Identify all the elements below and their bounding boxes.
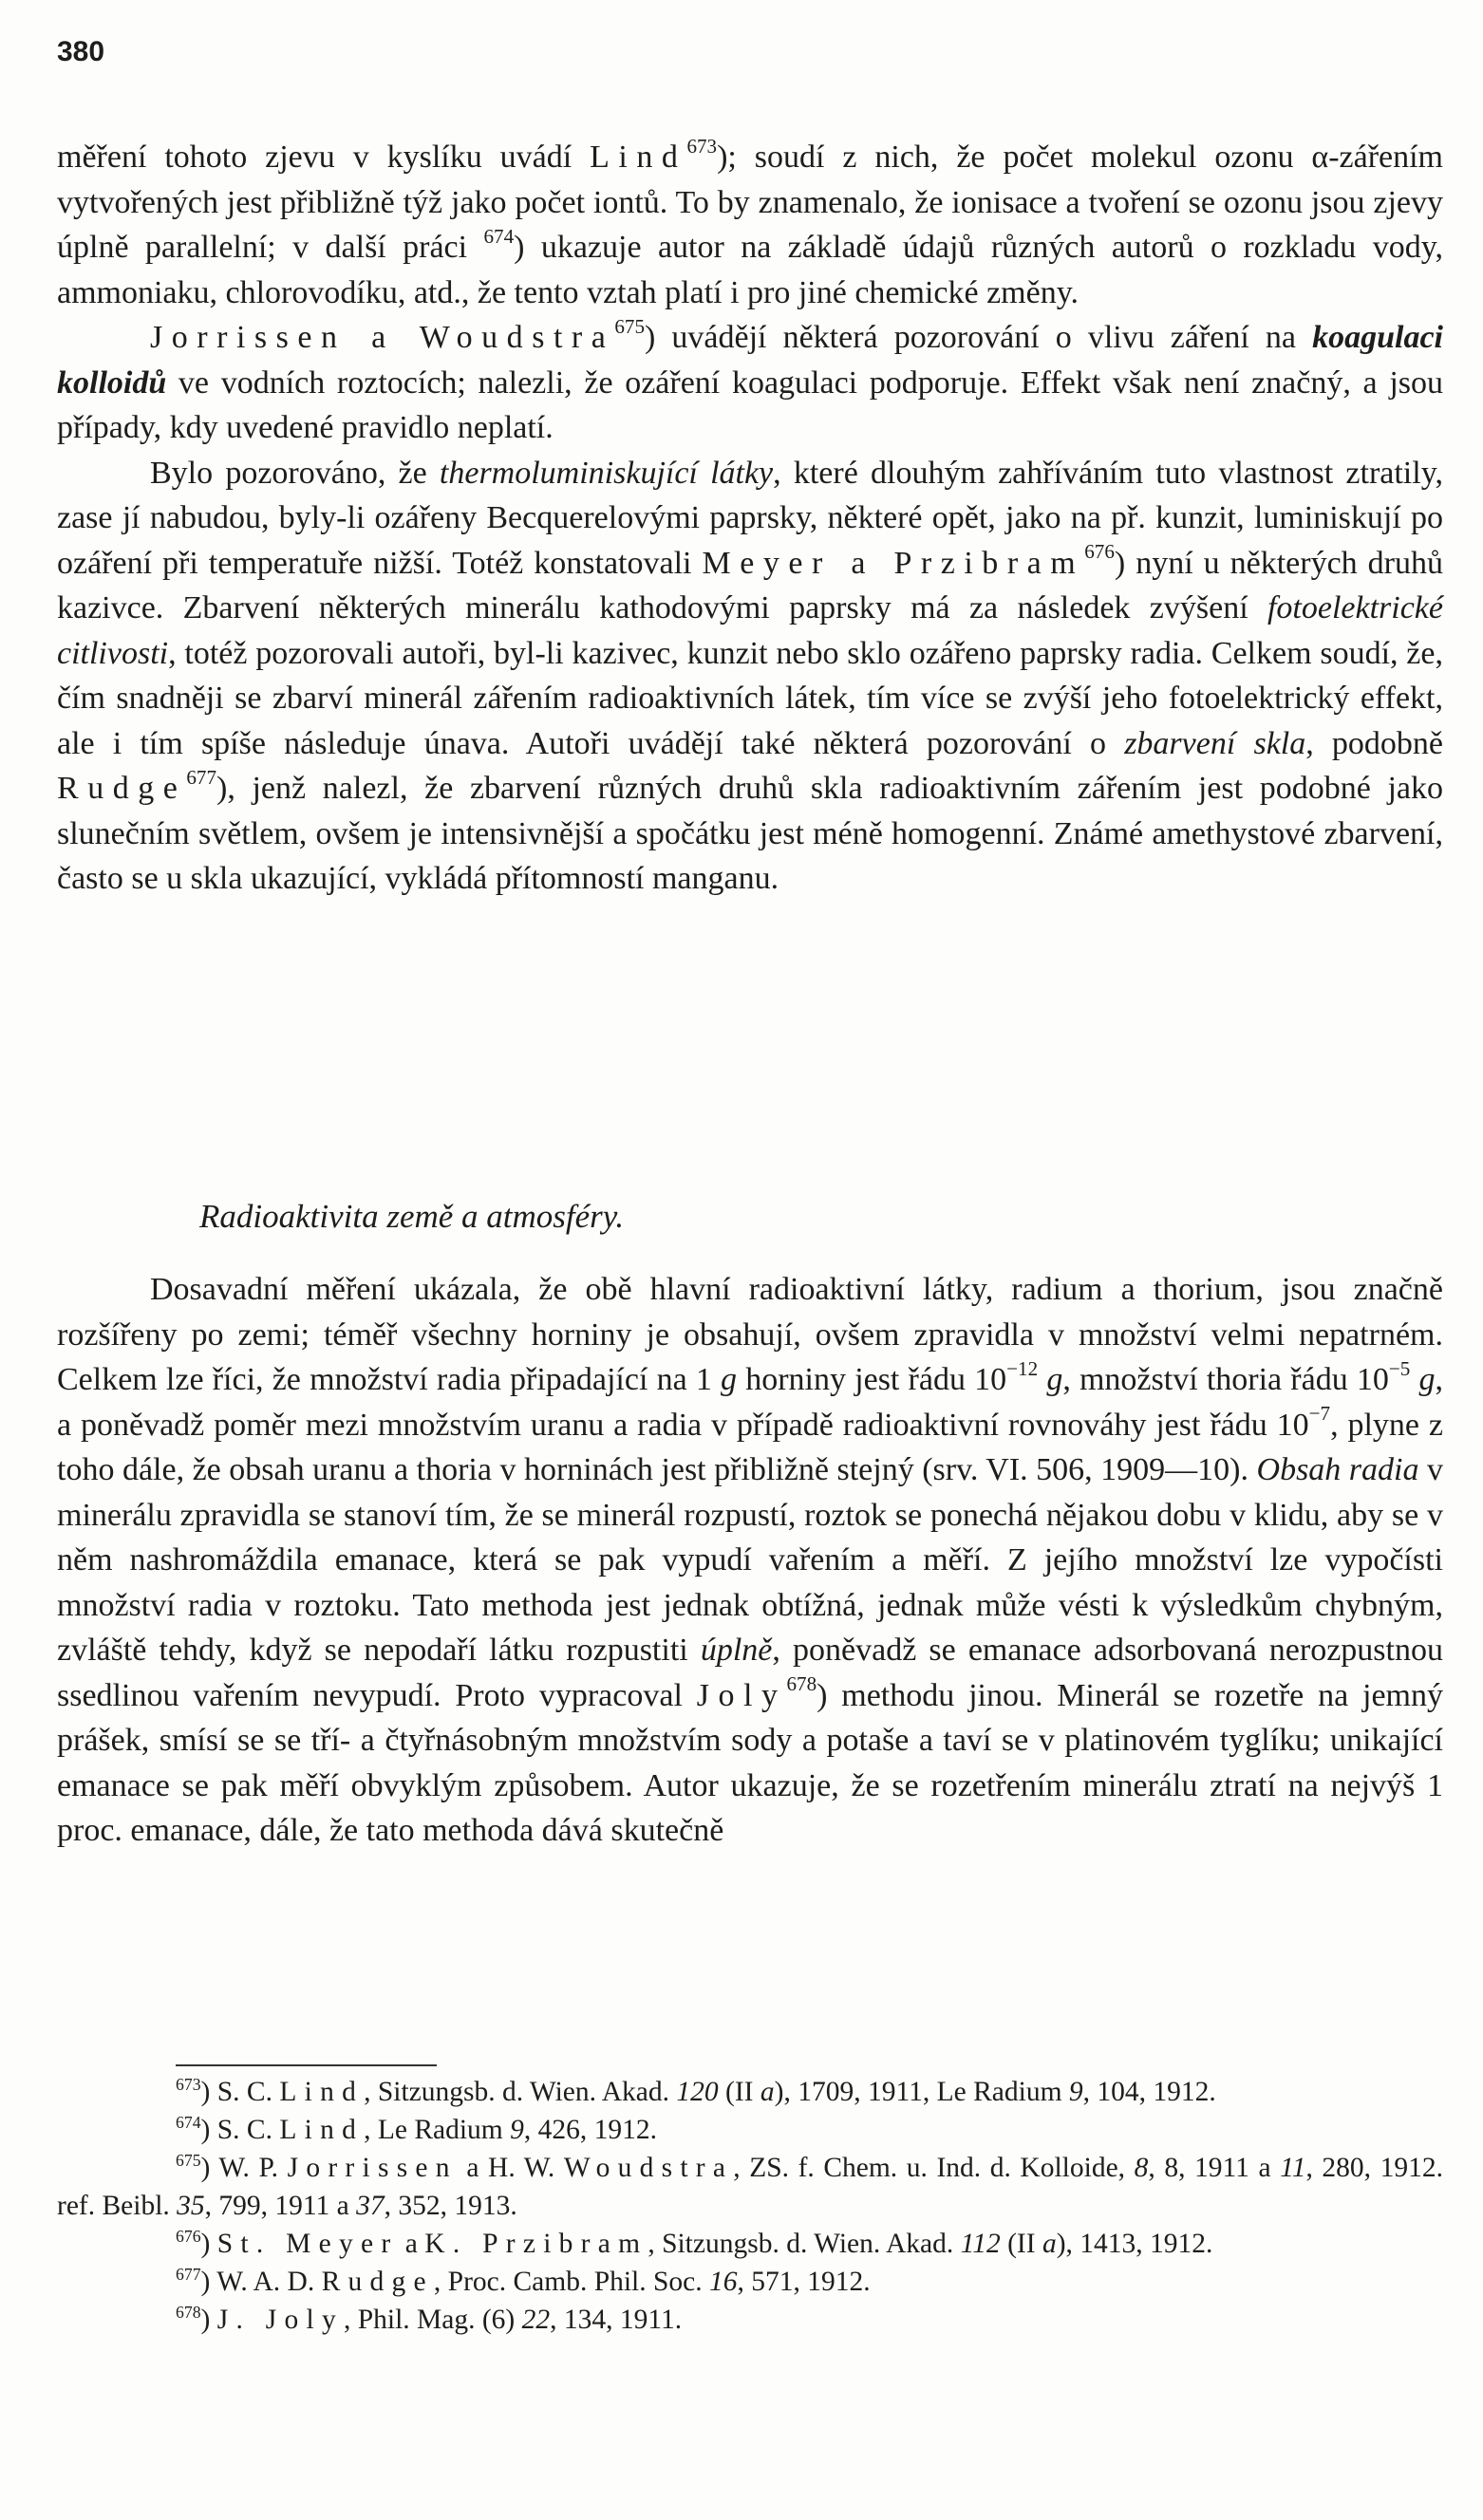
superscript-reference: 677 [186, 765, 216, 789]
footnote [57, 2225, 1443, 2263]
emphasis: 9 [510, 2115, 524, 2145]
author-name: Jorrissen a Woudstra [150, 320, 615, 355]
text-run: ve vodních roztocích; nalezli, že ozáření koagulaci podporuje. Effekt však není značný, a jsou případy, kdy uvedené pravidlo neplatí. [57, 364, 1443, 445]
author-name: Woudstra [563, 2153, 734, 2183]
emphasis: 8 [1134, 2153, 1149, 2183]
text-run: , 8, 1911 a [1148, 2153, 1281, 2183]
text-run: Dosavadní měření ukázala, že obě hlavní radioaktivní látky, radium a thorium, jsou značně rozšířeny po zemi; téměř všechny horniny je obsahují, ovšem zpravidla v množství velmi nepatrném. Celkem lze říci, že množství radia připadající na 1 [57, 1272, 1443, 1397]
author-name: Meyer a Przibram [702, 545, 1085, 581]
author-name: St. Meyer [216, 2229, 399, 2259]
footnote [57, 2111, 1443, 2149]
text-run: (II [718, 2077, 760, 2107]
author-name: Lind [279, 2115, 365, 2145]
paragraph [57, 1267, 1443, 1854]
footnote-number: 678 [176, 2303, 201, 2323]
text-run: ) [200, 2229, 217, 2259]
text-run: , Sitzungsb. d. Wien. Akad. [648, 2229, 961, 2259]
superscript-reference: −7 [1308, 1402, 1331, 1426]
author-name: Jorrissen [287, 2153, 458, 2183]
emphasis-bold: koagulaci kolloidů [57, 320, 1443, 401]
emphasis: 35 [177, 2191, 205, 2221]
text-run: , Sitzungsb. d. Wien. Akad. [364, 2077, 677, 2107]
superscript-reference: 675 [614, 314, 646, 338]
text-run: a H. W. [457, 2153, 564, 2183]
body-text-upper [57, 135, 1443, 902]
text-run: , plyne z toho dále, že obsah uranu a thoria v horninách jest přibližně stejný (srv. VI. 506, 1909—10). [57, 1407, 1443, 1487]
text-run: a [398, 2229, 425, 2259]
author-name: J. Joly [216, 2305, 344, 2335]
footnote-number: 675 [176, 2151, 201, 2171]
superscript-reference: 678 [786, 1672, 817, 1696]
emphasis: g [721, 1362, 738, 1397]
text-run: , a poněvadž poměr mezi množstvím uranu a radia v případě radioaktivní rovnováhy jest řádu 10 [57, 1362, 1444, 1443]
text-run: měření tohoto zjevu v kyslíku uvádí [57, 140, 591, 175]
paragraph [57, 451, 1443, 902]
footnote-divider [176, 2064, 437, 2066]
footnote [57, 2149, 1443, 2225]
superscript-reference: −12 [1006, 1356, 1039, 1380]
text-run: horniny jest řádu 10 [737, 1362, 1007, 1397]
text-run: ), 1413, 1912. [1056, 2229, 1213, 2259]
page-number: 380 [57, 36, 105, 67]
emphasis: a [760, 2077, 775, 2107]
text-run: ) S. C. [200, 2077, 280, 2107]
footnote-number: 677 [176, 2265, 201, 2285]
text-run: , Phil. Mag. (6) [343, 2305, 522, 2335]
superscript-reference: −5 [1388, 1356, 1411, 1380]
emphasis: Obsah radia [1256, 1452, 1419, 1487]
footnotes [57, 2073, 1443, 2339]
superscript-reference: 676 [1084, 540, 1115, 564]
author-name: K. Przibram [424, 2229, 648, 2259]
emphasis: 11 [1280, 2153, 1306, 2183]
emphasis: 9 [1068, 2077, 1083, 2107]
superscript-reference: 673 [686, 134, 718, 158]
text-run: , 104, 1912. [1082, 2077, 1216, 2107]
author-name: Rudge [57, 771, 187, 806]
text-run: ) W. P. [200, 2153, 288, 2183]
text-run: , poněvadž se emanace adsorbovaná nerozpustnou ssedlinou vařením nevypudí. Proto vypracoval [57, 1633, 1443, 1713]
text-run: (II [1000, 2229, 1042, 2259]
emphasis: 16 [709, 2267, 738, 2297]
author-name: Rudge [321, 2267, 434, 2297]
text-run: ), jenž nalezl, že zbarvení různých druhů skla radioaktivním zářením jest podobné jako slunečním světlem, ovšem je intensivnější a spočátku jest méně homogenní. Známé amethystové zbarvení, často se u skla ukazující, vykládá přítomností manganu. [57, 771, 1443, 896]
text-run: , ZS. f. Chem. u. Ind. d. Kolloide, [733, 2153, 1135, 2183]
text-run: , 134, 1911. [550, 2305, 683, 2335]
emphasis: fotoelektrické citlivosti [57, 590, 1443, 671]
author-name: Lind [279, 2077, 365, 2107]
superscript-reference: 674 [483, 224, 515, 248]
footnote-number: 674 [176, 2113, 201, 2133]
emphasis: g [1046, 1362, 1063, 1397]
body-text-lower [57, 1267, 1443, 1854]
text-run: , 799, 1911 a [204, 2191, 357, 2221]
footnote [57, 2301, 1443, 2339]
emphasis: 37 [356, 2191, 385, 2221]
text-run: ) [200, 2305, 217, 2335]
text-run: ) methodu jinou. Minerál se rozetře na jemný prášek, smísí se se tří- a čtyřnásobným množstvím sody a potaše a taví se v platinovém tyglíku; unikající emanace se pak měří obvyklým způsobem. Autor ukazuje, že se rozetřením minerálu ztratí na nejvýš 1 proc. emanace, dále, že tato methoda dává skutečně [57, 1677, 1443, 1848]
text-run [1038, 1362, 1046, 1397]
text-run: , 571, 1912. [737, 2267, 871, 2297]
footnote-number: 673 [176, 2075, 201, 2095]
text-run: , Le Radium [364, 2115, 511, 2145]
paragraph [57, 135, 1443, 315]
text-run: v minerálu zpravidla se stanoví tím, že se minerál rozpustí, roztok se ponechá nějakou dobu v klidu, aby se v něm nashromáždila emanace, která se pak vypudí vařením a měří. Z jejího množství lze vypočísti množství radia v roztoku. Tato methoda jest jednak obtížná, jednak může vésti k výsledkům chybným, zvláště tehdy, když se nepodaří látku rozpustiti [57, 1452, 1444, 1668]
text-run: Bylo pozorováno, že [150, 455, 440, 491]
emphasis: g [1418, 1362, 1436, 1397]
text-run: , 352, 1913. [384, 2191, 517, 2221]
text-run: ); soudí z nich, že počet molekul ozonu α-zářením vytvořených jest přibližně týž jako počet iontů. To by znamenalo, že ionisace a tvoření se ozonu jsou zjevy úplně parallelní; v další práci [57, 140, 1444, 265]
author-name: Joly [696, 1677, 787, 1713]
text-run: ), 1709, 1911, Le Radium [774, 2077, 1069, 2107]
text-run: ) S. C. [200, 2115, 280, 2145]
emphasis: 120 [676, 2077, 719, 2107]
emphasis: a [1042, 2229, 1057, 2259]
text-run: , 426, 1912. [523, 2115, 657, 2145]
text-run: , 280, 1912. ref. Beibl. [57, 2153, 1444, 2221]
author-name: Lind [590, 140, 687, 175]
emphasis: 22 [521, 2305, 551, 2335]
text-run: , totéž pozorovali autoři, byl-li kazivec, kunzit nebo sklo ozářeno paprsky radia. Celkem soudí, že, čím snadněji se zbarví minerál zářením radioaktivních látek, tím více se zvýší jeho fotoelektrický effekt, ale i tím spíše následuje únava. Autoři uvádějí také některá pozorování o [57, 635, 1443, 761]
text-run: ) uvádějí některá pozorování o vlivu záření na [645, 320, 1313, 355]
text-run: ) nyní u některých druhů kazivce. Zbarvení některých minerálu kathodovými paprsky má za následek zvýšení [57, 545, 1443, 625]
emphasis: thermoluminiskující látky [439, 455, 774, 491]
emphasis: 112 [960, 2229, 1001, 2259]
text-run: , podobně [1305, 725, 1444, 761]
footnote [57, 2073, 1443, 2111]
footnote [57, 2263, 1443, 2301]
footnote-number: 676 [176, 2227, 201, 2247]
text-run: , které dlouhým zahříváním tuto vlastnost ztratily, zase jí nabudou, byly-li ozářeny Becquerelovými paprsky, některé opět, jako na př. kunzit, luminiskují po ozáření při temperatuře nižší. Totéž konstatovali [57, 455, 1443, 581]
text-run: , Proc. Camb. Phil. Soc. [433, 2267, 709, 2297]
text-run: , množství thoria řádu 10 [1062, 1362, 1389, 1397]
text-run [1410, 1362, 1418, 1397]
emphasis: úplně [700, 1633, 773, 1668]
text-run: ) ukazuje autor na základě údajů různých autorů o rozkladu vody, ammoniaku, chlorovodíku, atd., že tento vztah platí i pro jiné chemické změny. [57, 230, 1443, 310]
paragraph [57, 315, 1443, 451]
emphasis: zbarvení skla [1124, 725, 1306, 761]
section-heading: Radioaktivita země a atmosféry. [199, 1198, 625, 1235]
text-run: ) W. A. D. [200, 2267, 322, 2297]
